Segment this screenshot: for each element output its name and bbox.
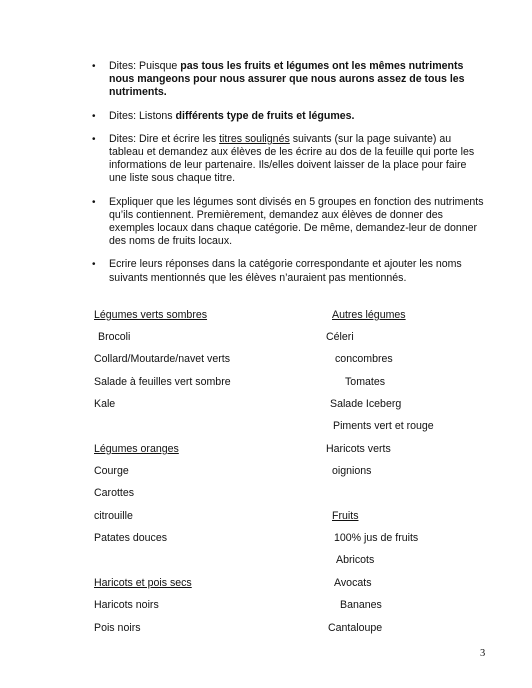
list-item: Patates douces <box>94 532 168 544</box>
list-item: Salade à feuilles vert sombre <box>94 376 231 388</box>
bullet-icon: • <box>92 196 96 208</box>
list-item: Tomates <box>345 376 386 388</box>
bullet-text: Ecrire leurs réponses dans la catégorie correspondante et ajouter les noms suivants mentionnés que les élèves n’auraient pas mentionnés. <box>109 258 462 284</box>
bullet-bold-text: différents type de fruits et légumes. <box>175 109 355 122</box>
list-item <box>90 110 485 123</box>
list-item: concombres <box>335 353 393 365</box>
list-item: Haricots verts <box>326 443 391 455</box>
bullet-icon: • <box>92 61 96 72</box>
list-item: Piments vert et rouge <box>333 420 434 432</box>
list-item: Salade Iceberg <box>330 398 402 410</box>
list-item <box>90 133 485 186</box>
bullet-text: Dites: Listons <box>109 109 176 122</box>
bullet-text: Dites: Puisque <box>109 60 181 72</box>
list-item: citrouille <box>94 510 133 522</box>
list-item: Cantaloupe <box>328 622 383 634</box>
bullet-text: Dites: Dire et écrire les <box>109 132 220 145</box>
page-number: 3 <box>480 648 486 659</box>
list-item: Abricots <box>336 554 375 566</box>
list-item: oignions <box>332 465 372 477</box>
category-heading: Légumes oranges <box>94 443 179 455</box>
list-item: Avocats <box>334 577 372 589</box>
bullet-icon: • <box>92 110 96 122</box>
underlined-text: titres soulignés <box>219 132 290 145</box>
bullet-text: suivants (sur la page suivante) au tableau et demandez aux élèves de les écrire au dos de la feuille qui porte les informations de leur partenaire. Ils/elles doivent laisser de la place pour faire une liste sous chaque titre. <box>109 132 475 185</box>
bullet-icon: • <box>92 133 96 145</box>
list-item: Kale <box>94 398 116 410</box>
list-item: Carottes <box>94 487 135 499</box>
bullet-icon: • <box>92 259 96 271</box>
category-heading: Autres légumes <box>332 309 406 321</box>
list-item <box>90 196 485 249</box>
bullet-text: Expliquer que les légumes sont divisés en 5 groupes en fonction des nutriments qu’ils contiennent. Premièrement, demandez aux élèves de donner des exemples locaux dans chaque catégorie. De même, demandez-leur de donner des noms de fruits locaux. <box>109 195 484 248</box>
list-item: Collard/Moutarde/navet verts <box>94 353 231 365</box>
bullet-bold-text: pas tous les fruits et légumes ont les mêmes nutriments nous mangeons pour nous assurer que nous aurons assez de tous les nutriments. <box>109 60 465 99</box>
list-item: 100% jus de fruits <box>334 532 419 544</box>
list-item: Pois noirs <box>94 622 141 634</box>
category-heading: Fruits <box>332 510 359 522</box>
list-item: Courge <box>94 465 129 477</box>
list-item <box>90 258 485 284</box>
list-item: Brocoli <box>98 331 131 343</box>
list-item <box>90 60 485 100</box>
category-heading: Haricots et pois secs <box>94 577 192 589</box>
instruction-list <box>90 60 485 295</box>
category-heading: Légumes verts sombres <box>94 309 208 321</box>
list-item: Bananes <box>340 599 382 611</box>
list-item: Céleri <box>326 331 354 343</box>
list-item: Haricots noirs <box>94 599 159 611</box>
